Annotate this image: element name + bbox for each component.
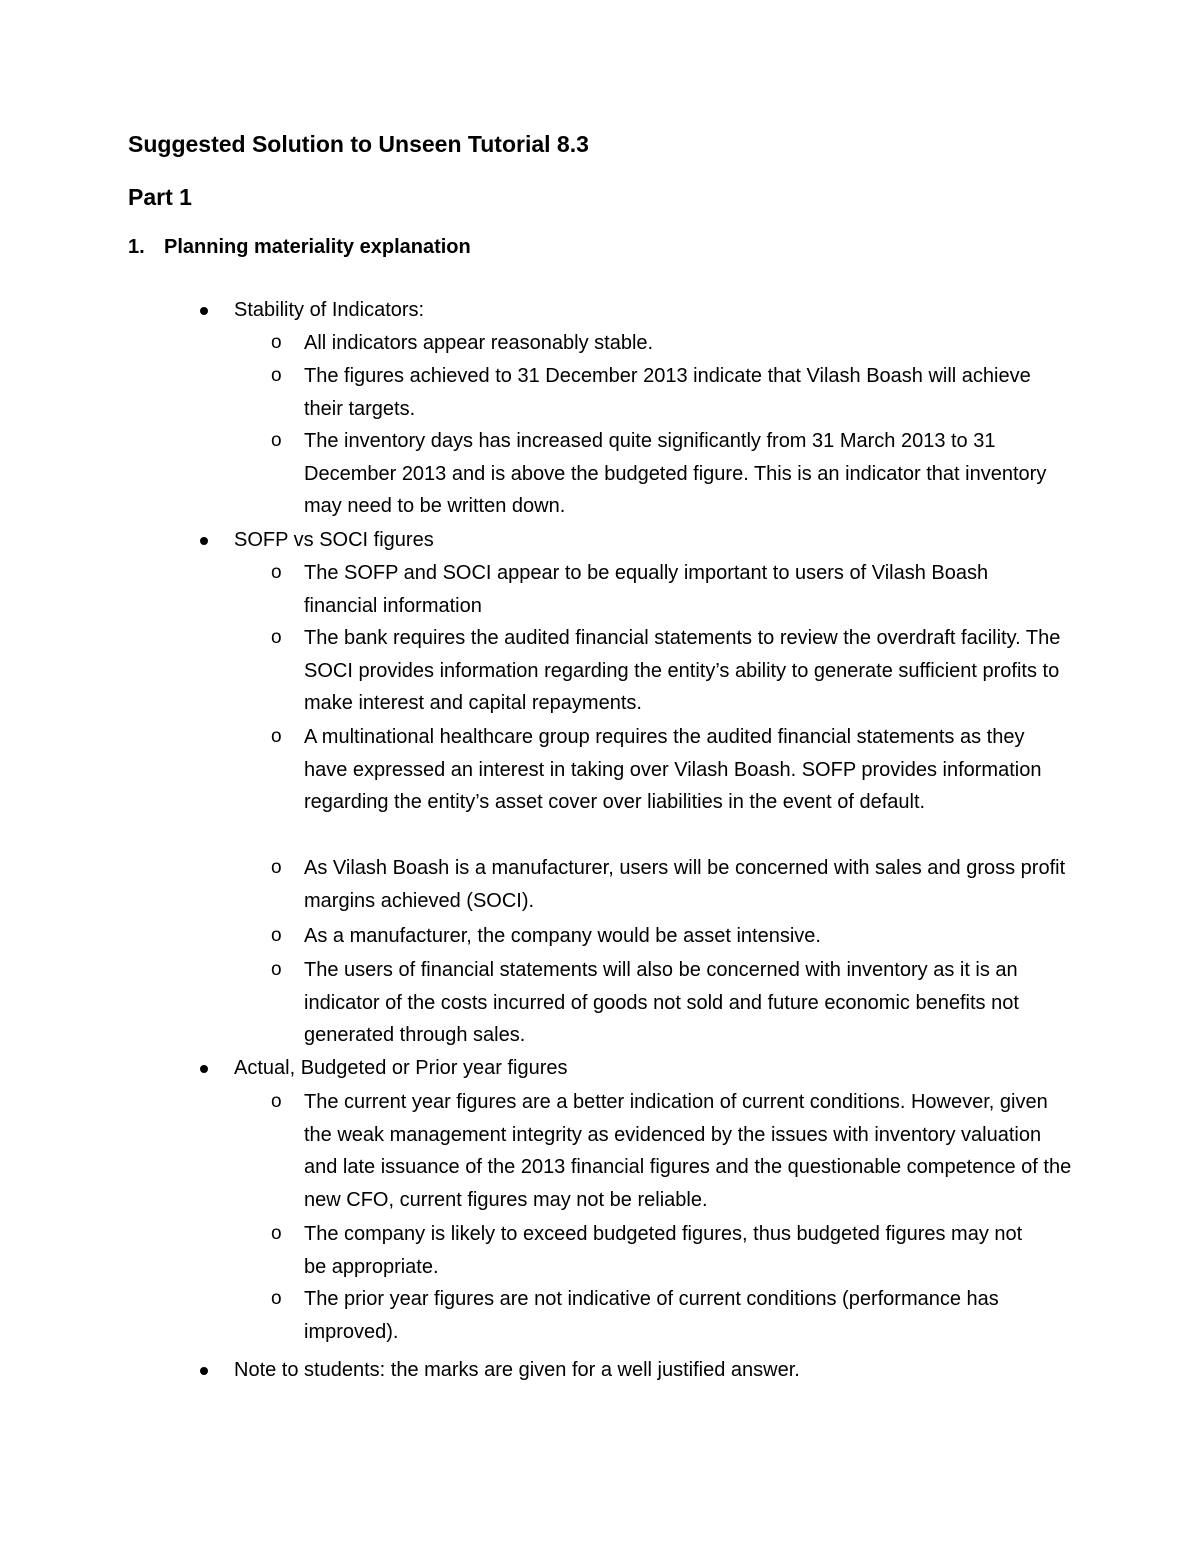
sub-bullet-text: The prior year figures are not indicative of current conditions (performance has improved). xyxy=(304,1288,999,1343)
sub-bullet-text: The company is likely to exceed budgeted figures, thus budgeted figures may not be appropriate. xyxy=(304,1223,1023,1278)
sub-bullet-text: The SOFP and SOCI appear to be equally important to users of Vilash Boash financial information xyxy=(304,562,989,617)
part-heading: Part 1 xyxy=(128,184,192,210)
bullet-heading-actual: Actual, Budgeted or Prior year figures xyxy=(234,1057,568,1079)
sub-bullet-text: The users of financial statements will also be concerned with inventory as it is an indicator of the costs incurred of goods not sold and future economic benefits not generated through sales. xyxy=(304,959,1019,1047)
sub-bullet-icon: o xyxy=(271,332,282,353)
sub-bullet-text: As a manufacturer, the company would be asset intensive. xyxy=(304,925,821,947)
sub-bullet-text: The inventory days has increased quite significantly from 31 March 2013 to 31 December 2013 and is above the budgeted figure. This is an indicator that inventory may need to be written down. xyxy=(304,430,1047,518)
bullet-icon xyxy=(200,537,208,545)
sub-bullet-icon: o xyxy=(271,1223,282,1244)
sub-bullet-icon: o xyxy=(271,1288,282,1309)
document-title: Suggested Solution to Unseen Tutorial 8.3 xyxy=(128,131,589,157)
sub-bullet-text: As Vilash Boash is a manufacturer, users will be concerned with sales and gross profit margins achieved (SOCI). xyxy=(304,857,1066,912)
sub-bullet-icon: o xyxy=(271,627,282,648)
bullet-heading-stability: Stability of Indicators: xyxy=(234,299,425,321)
section-number: 1. xyxy=(128,236,145,258)
note-to-students: Note to students: the marks are given for a well justified answer. xyxy=(234,1359,800,1381)
sub-bullet-text: The figures achieved to 31 December 2013 indicate that Vilash Boash will achieve their targets. xyxy=(304,365,1031,420)
sub-bullet-text: The bank requires the audited financial statements to review the overdraft facility. The SOCI provides information regarding the entity’s ability to generate sufficient profits to make interest and capital repayments. xyxy=(304,627,1061,715)
section-title: Planning materiality explanation xyxy=(164,236,471,258)
bullet-icon xyxy=(200,307,208,315)
sub-bullet-icon: o xyxy=(271,365,282,386)
sub-bullet-icon: o xyxy=(271,430,282,451)
sub-bullet-icon: o xyxy=(271,959,282,980)
sub-bullet-text: A multinational healthcare group requires the audited financial statements as they have expressed an interest in taking over Vilash Boash. SOFP provides information regarding the entity’s asset cover over liabilities in the event of default. xyxy=(304,726,1042,814)
sub-bullet-icon: o xyxy=(271,925,282,946)
bullet-icon xyxy=(200,1367,208,1375)
sub-bullet-text: All indicators appear reasonably stable. xyxy=(304,332,654,354)
bullet-icon xyxy=(200,1065,208,1073)
sub-bullet-text: The current year figures are a better indication of current conditions. However, given the weak management integrity as evidenced by the issues with inventory valuation and late issuance of the 2013 financial figures and the questionable competence of the new CFO, current figures may not be reliable. xyxy=(304,1091,1072,1212)
sub-bullet-icon: o xyxy=(271,857,282,878)
sub-bullet-icon: o xyxy=(271,1091,282,1112)
sub-bullet-icon: o xyxy=(271,726,282,747)
sub-bullet-icon: o xyxy=(271,562,282,583)
bullet-heading-sofp: SOFP vs SOCI figures xyxy=(234,529,434,551)
